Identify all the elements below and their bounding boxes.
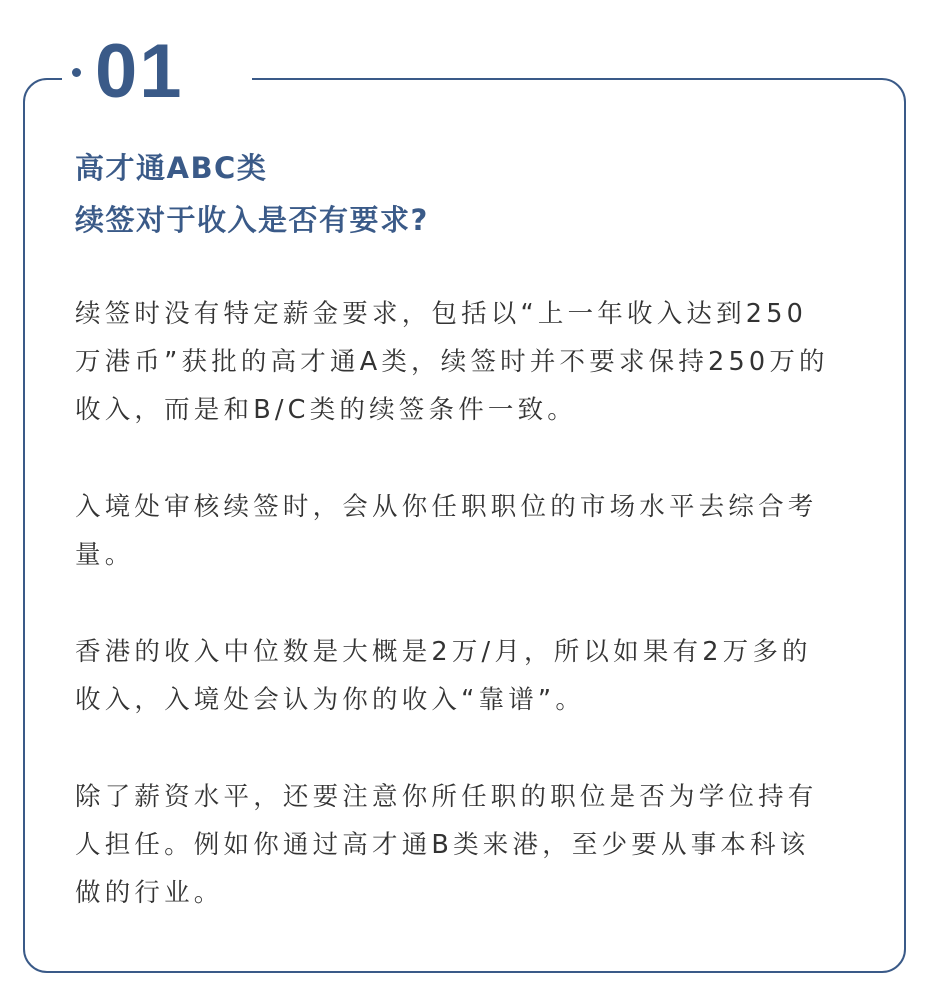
paragraph-immigration-review [75, 483, 818, 579]
paragraph-median-income [75, 628, 812, 724]
section-number-badge [62, 22, 252, 122]
paragraph-line: 人担任。例如你通过高才通B类来港，至少要从事本科该 [75, 830, 810, 860]
paragraph-line: 入境处审核续签时，会从你任职职位的市场水平去综合考 [75, 492, 818, 522]
paragraph-line: 万港币”获批的高才通A类，续签时并不要求保持250万的 [75, 347, 829, 377]
card-title [75, 142, 429, 246]
paragraph-line: 续签时没有特定薪金要求，包括以“上一年收入达到250 [75, 299, 808, 329]
paragraph-renewal-salary [75, 290, 829, 434]
paragraph-line: 除了薪资水平，还要注意你所任职的职位是否为学位持有 [75, 782, 818, 812]
paragraph-line: 做的行业。 [75, 878, 224, 908]
section-number: 01 [95, 29, 184, 114]
paragraph-degree-position [75, 773, 818, 917]
paragraph-line: 收入，入境处会认为你的收入“靠谱”。 [75, 685, 586, 715]
card-title-line-2: 续签对于收入是否有要求? [75, 203, 429, 237]
paragraph-line: 收入，而是和B/C类的续签条件一致。 [75, 395, 577, 425]
bullet-dot-icon [72, 68, 81, 77]
card-title-line-1: 高才通ABC类 [75, 151, 268, 185]
paragraph-line: 量。 [75, 540, 135, 570]
paragraph-line: 香港的收入中位数是大概是2万/月，所以如果有2万多的 [75, 637, 812, 667]
